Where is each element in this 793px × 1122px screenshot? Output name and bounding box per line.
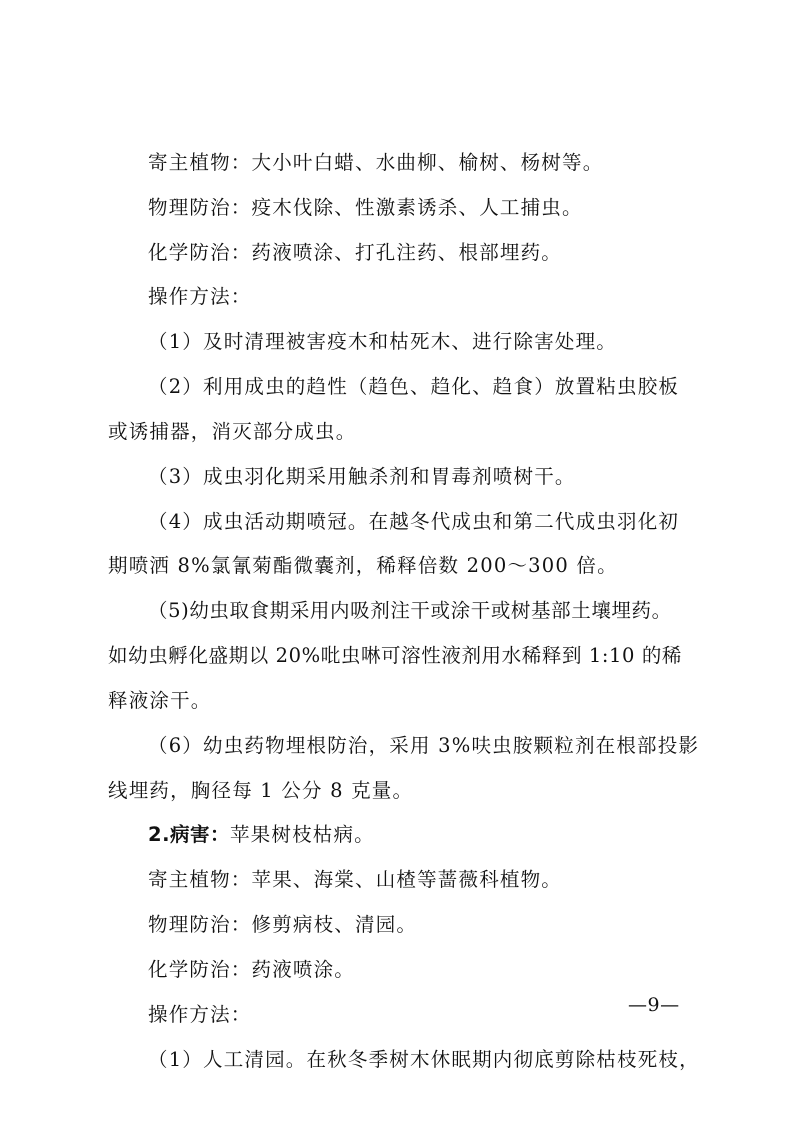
step-5-line-2: 如幼虫孵化盛期以 20%吡虫啉可溶性液剂用水稀释到 1:10 的稀 — [108, 644, 683, 667]
step-4-line-2: 期喷洒 8%氯氰菊酯微囊剂，稀释倍数 200～300 倍。 — [108, 554, 618, 577]
host-plants-line: 寄主植物：大小叶白蜡、水曲柳、榆树、杨树等。 — [148, 151, 604, 174]
operation-method-heading-2: 操作方法： — [148, 1003, 252, 1026]
cleanup-step-1: （1）人工清园。在秋冬季树木休眠期内彻底剪除枯枝死枝， — [148, 1048, 700, 1071]
step-5-line-1: （5)幼虫取食期采用内吸剂注干或涂干或树基部土壤埋药。 — [148, 599, 672, 622]
host-plants-line-2: 寄主植物：苹果、海棠、山楂等蔷薇科植物。 — [148, 868, 563, 891]
step-6-line-2: 线埋药，胸径每 1 公分 8 克量。 — [108, 779, 414, 802]
physical-control-line-2: 物理防治：修剪病枝、清园。 — [148, 913, 418, 936]
chemical-control-line: 化学防治：药液喷涂、打孔注药、根部埋药。 — [148, 241, 563, 264]
step-2-line-1: （2）利用成虫的趋性（趋色、趋化、趋食）放置粘虫胶板 — [148, 375, 680, 398]
step-6-line-1: （6）幼虫药物埋根防治，采用 3%呋虫胺颗粒剂在根部投影 — [148, 734, 700, 757]
step-3: （3）成虫羽化期采用触杀剂和胃毒剂喷树干。 — [148, 465, 576, 488]
disease-name: 苹果树枝枯病。 — [229, 823, 375, 846]
disease-heading-line — [148, 822, 375, 848]
physical-control-line: 物理防治：疫木伐除、性激素诱杀、人工捕虫。 — [148, 196, 583, 219]
step-5-line-3: 释液涂干。 — [108, 689, 212, 712]
step-4-line-1: （4）成虫活动期喷冠。在越冬代成虫和第二代成虫羽化初 — [148, 510, 680, 533]
page-number: —9— — [628, 994, 680, 1016]
disease-label: 2.病害： — [148, 823, 230, 846]
chemical-control-line-2: 化学防治：药液喷涂。 — [148, 958, 356, 981]
operation-method-heading: 操作方法： — [148, 285, 252, 308]
step-1: （1）及时清理被害疫木和枯死木、进行除害处理。 — [148, 330, 618, 353]
step-2-line-2: 或诱捕器，消灭部分成虫。 — [108, 420, 357, 443]
